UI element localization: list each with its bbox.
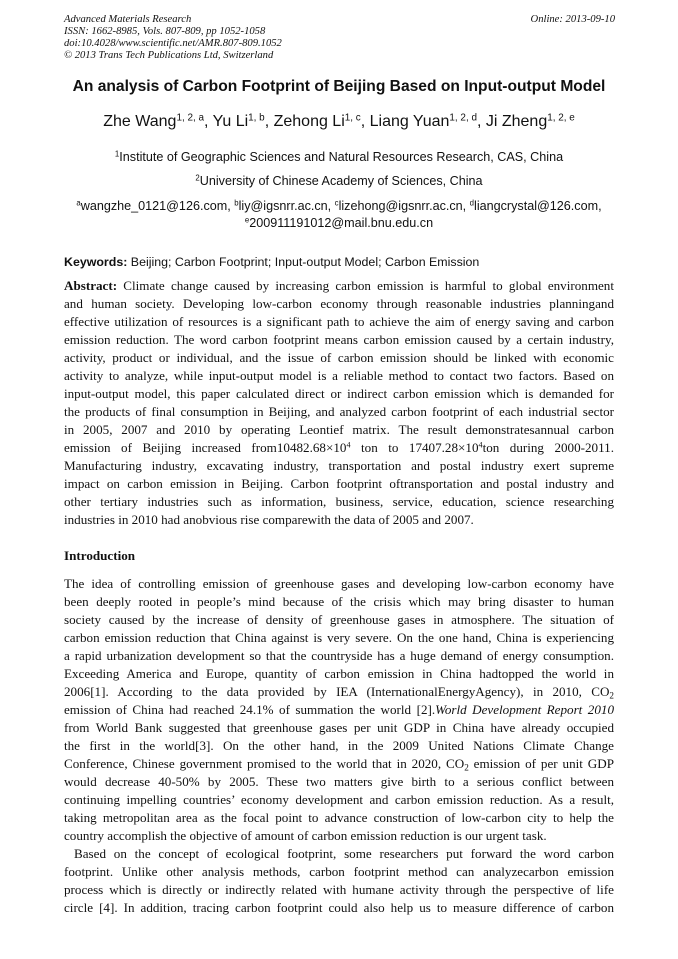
intro-paragraph-2 <box>64 845 614 917</box>
journal-header <box>64 14 282 62</box>
text-run: in 2005, 2007 and 2010 by operating Leontief matrix. The result demonstratesannual carbon <box>64 422 614 437</box>
text-run: The idea of controlling emission of greenhouse gases and developing low-carbon economy have <box>64 576 614 591</box>
emails <box>0 199 678 213</box>
text-run: 1, 2, a <box>176 112 204 124</box>
text-line <box>64 421 614 439</box>
text-run: Zhe Wang <box>103 113 177 130</box>
text-run: footprint. Unlike other analysis methods, carbon footprint method can analyzecarbon emission <box>64 864 614 879</box>
text-line <box>64 665 614 683</box>
text-run: b <box>234 198 239 208</box>
text-run: emission of Beijing increased from10482.68×10 <box>64 440 347 455</box>
text-run: liangcrystal@126.com, <box>474 199 602 213</box>
text-run: process which is directly or indirectly related with humane activity through the perspective of life <box>64 882 614 897</box>
text-line <box>64 881 614 899</box>
paper-title: An analysis of Carbon Footprint of Beijing Based on Input-output Model <box>72 78 606 95</box>
text-run: ton during 2000-2011. <box>482 440 614 455</box>
text-line <box>64 277 614 295</box>
affiliation-2 <box>0 174 678 188</box>
text-run: activity, product or individual, and the issue of carbon emission should be linked with economic <box>64 350 614 365</box>
text-run: Manufacturing industry, excavating industry, transportation and postal industry exert supreme <box>64 458 614 473</box>
text-run: University of Chinese Academy of Sciences, China <box>199 174 483 188</box>
text-run: Institute of Geographic Sciences and Natural Resources Research, CAS, China <box>119 150 564 164</box>
text-run: would decrease 40-50% by 2005. These two matters give birth to a serious conflict between <box>64 774 614 789</box>
emails-cont <box>0 216 678 230</box>
text-run: liy@igsnrr.ac.cn, <box>238 199 335 213</box>
text-run: from World Bank suggested that greenhouse gases per unit GDP in China have already occupied <box>64 720 614 735</box>
keywords-label: Keywords: <box>64 255 128 269</box>
text-line <box>64 511 614 529</box>
text-run: Abstract: <box>64 278 118 293</box>
text-line <box>64 629 614 647</box>
text-run: 1, b <box>248 112 265 124</box>
text-run: 1, 2, d <box>449 112 477 124</box>
journal-name: Advanced Materials Research <box>64 14 192 25</box>
text-run: 1 <box>114 149 120 159</box>
abstract <box>64 277 614 529</box>
text-run: e <box>244 215 250 225</box>
text-line <box>64 475 614 493</box>
text-run: circle [4]. In addition, tracing carbon footprint could also help us to measure difference of carbon <box>64 900 614 915</box>
text-run: , Liang Yuan <box>360 113 450 130</box>
text-line <box>64 457 614 475</box>
text-line <box>64 701 614 719</box>
text-run: effective utilization of resources is a significant path to achieve the aim of energy saving and carbon <box>64 314 614 329</box>
text-line <box>64 719 614 737</box>
text-run: impact on carbon emission in Beijing. Carbon footprint oftransportation and postal industry and <box>64 476 614 491</box>
text-run: 4 <box>346 440 351 450</box>
text-run: a <box>76 198 81 208</box>
text-run: carbon emission reduction that China against is very severe. On the one hand, China is experiencing <box>64 630 614 645</box>
text-run: society caused by the increase of density of greenhouse gases in atmosphere. The situation of <box>64 612 614 627</box>
text-run: , Yu Li <box>203 113 249 130</box>
text-run: emission of China had reached 24.1% of summation the world [2]. <box>64 702 436 717</box>
text-line <box>64 845 614 863</box>
text-line <box>64 403 614 421</box>
text-run: 2 <box>464 762 469 773</box>
text-line <box>64 827 614 845</box>
text-run: Based on the concept of ecological footprint, some researchers put forward the word carbon <box>74 846 614 861</box>
text-line <box>64 493 614 511</box>
text-run: other tertiary industries such as information, business, service, education, science researching <box>64 494 614 509</box>
text-line <box>64 647 614 665</box>
text-line <box>64 349 614 367</box>
text-run: 1, 2, e <box>547 112 575 124</box>
text-line <box>64 385 614 403</box>
text-run: c <box>334 198 339 208</box>
keywords-text: Beijing; Carbon Footprint; Input-output Model; Carbon Emission <box>127 255 480 269</box>
text-line <box>64 439 614 457</box>
authors <box>0 113 678 131</box>
text-line <box>64 331 614 349</box>
doi: doi:10.4028/www.scientific.net/AMR.807-809.1052 <box>64 38 282 49</box>
text-run: 2 <box>609 690 614 701</box>
keywords <box>64 255 479 269</box>
text-line <box>64 863 614 881</box>
text-line <box>64 773 614 791</box>
text-line <box>64 295 614 313</box>
text-line <box>64 683 614 701</box>
text-line <box>64 755 614 773</box>
text-run: input-output model, this paper calculated direct or indirect carbon emission which is demanded for <box>64 386 614 401</box>
intro-paragraph-1 <box>64 575 614 845</box>
text-run: and human society. Developing low-carbon economy through reasonable industries planningand <box>64 296 614 311</box>
text-run: wangzhe_0121@126.com, <box>80 199 235 213</box>
text-run: 200911191012@mail.bnu.edu.cn <box>249 216 434 230</box>
text-run: been deeply rooted in people’s mind because of the crisis which may bring disaster to human <box>64 594 614 609</box>
text-run: , Ji Zheng <box>476 113 548 130</box>
text-run: emission reduction. The word carbon footprint means carbon emission caused by a certain industry, <box>64 332 614 347</box>
text-run: lizehong@igsnrr.ac.cn, <box>338 199 470 213</box>
text-run: , Zehong Li <box>264 113 345 130</box>
section-heading-introduction: Introduction <box>64 548 136 563</box>
online-date: Online: 2013-09-10 <box>530 14 615 25</box>
text-run: d <box>469 198 475 208</box>
text-run: taking metropolitan area as the focal point to advance construction of low-carbon city to help the <box>64 810 614 825</box>
text-run: Exceeding America and Europe, quantity of carbon emission in China hadtopped the world in <box>64 666 614 681</box>
text-run: industries in 2010 had anobvious rise comparewith the data of 2005 and 2007. <box>64 512 474 527</box>
text-line <box>64 313 614 331</box>
text-run: country accomplish the objective of amount of carbon emission reduction is our urgent task. <box>64 828 547 843</box>
text-run: 1, c <box>344 112 361 124</box>
text-line <box>64 611 614 629</box>
text-line <box>64 809 614 827</box>
affiliation-1 <box>0 150 678 164</box>
copyright: © 2013 Trans Tech Publications Ltd, Switzerland <box>64 50 274 61</box>
text-run: a rapid urbanization development so that the countryside has a huge demand of energy consumption. <box>64 648 614 663</box>
text-line <box>64 899 614 917</box>
text-run: Conference, Chinese government promised to the world that in 2020, CO <box>64 756 465 771</box>
text-run: World Development Report 2010 <box>435 702 614 717</box>
text-run: Climate change caused by increasing carbon emission is harmful to global environment <box>117 278 614 293</box>
text-run: 2 <box>195 173 200 183</box>
text-run: 4 <box>478 440 483 450</box>
text-run: the first in the world[3]. On the other hand, in the 2009 United Nations Climate Change <box>64 738 614 753</box>
text-line <box>64 737 614 755</box>
text-line <box>64 593 614 611</box>
text-run: continuing impelling countries’ economy development and carbon emission reduction. As a result, <box>64 792 614 807</box>
text-line <box>64 575 614 593</box>
text-line <box>64 791 614 809</box>
text-run: ton to 17407.28×10 <box>350 440 479 455</box>
text-run: 2006[1]. According to the data provided by IEA (InternationalEnergyAgency), in 2010, CO <box>64 684 610 699</box>
issn: ISSN: 1662-8985, Vols. 807-809, pp 1052-1058 <box>64 26 266 37</box>
text-run: activity to analyze, while input-output model is a reliable method to contact two factors. Based on <box>64 368 614 383</box>
text-run: emission of per unit GDP <box>468 756 614 771</box>
text-line <box>64 367 614 385</box>
text-run: the products of final consumption in Beijing, and analyzed carbon footprint of each industrial sector <box>64 404 614 419</box>
